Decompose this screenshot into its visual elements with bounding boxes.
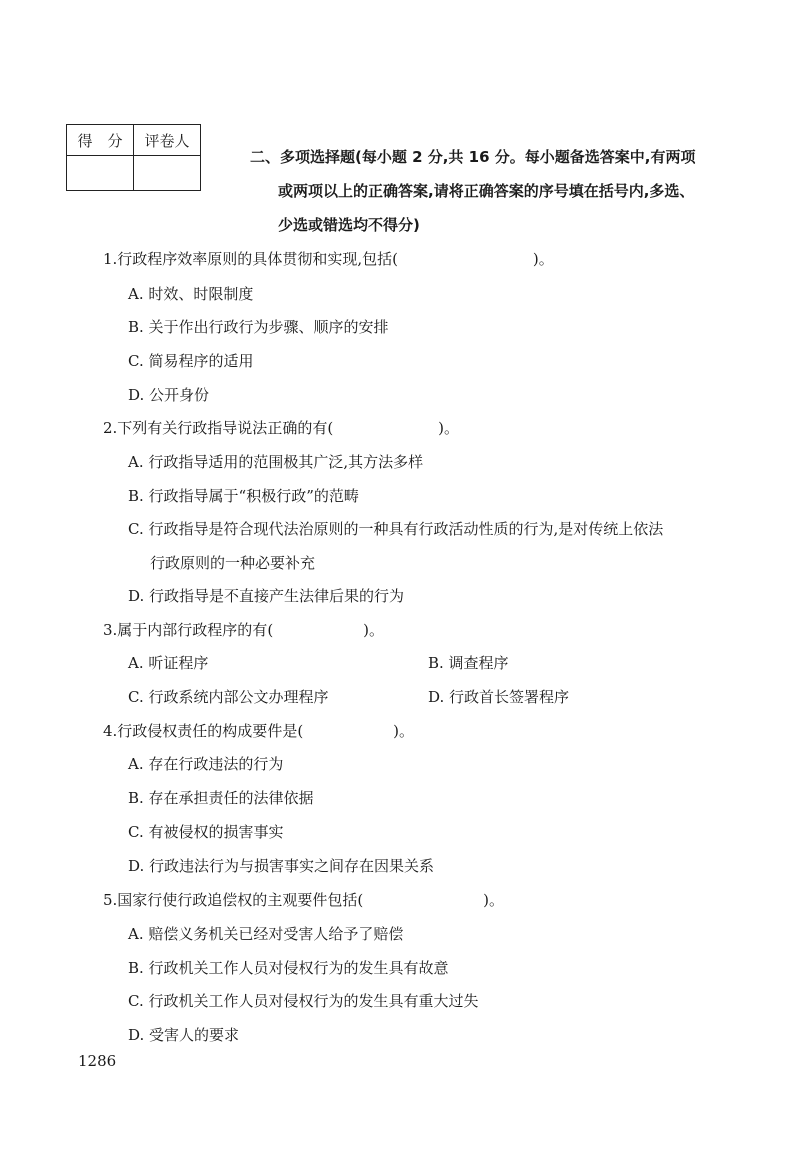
question-4-option-b: B. 存在承担责任的法律依据 [128, 789, 314, 807]
question-3-option-d: D. 行政首长签署程序 [428, 688, 570, 706]
question-4-option-c: C. 有被侵权的损害事实 [128, 823, 284, 841]
question-1-option-d: D. 公开身份 [128, 386, 210, 404]
question-2-option-c: C. 行政指导是符合现代法治原则的一种具有行政活动性质的行为,是对传统上依法 [128, 520, 664, 538]
question-1-stem: 1.行政程序效率原则的具体贯彻和实现,包括( )。 [103, 250, 554, 268]
section-title-line: 或两项以上的正确答案,请将正确答案的序号填在括号内,多选、 [278, 182, 695, 200]
question-5-stem: 5.国家行使行政追偿权的主观要件包括( )。 [103, 891, 505, 909]
question-5-option-a: A. 赔偿义务机关已经对受害人给予了赔偿 [128, 925, 404, 943]
question-5-option-d: D. 受害人的要求 [128, 1026, 240, 1044]
question-2-stem: 2.下列有关行政指导说法正确的有( )。 [103, 419, 460, 437]
grader-cell [134, 156, 201, 191]
question-3-option-a: A. 听证程序 [128, 654, 209, 672]
score-header: 得 分 [67, 125, 134, 156]
question-3-option-c: C. 行政系统内部公文办理程序 [128, 688, 329, 706]
question-4-option-d: D. 行政违法行为与损害事实之间存在因果关系 [128, 857, 435, 875]
question-3-stem: 3.属于内部行政程序的有( )。 [103, 621, 385, 639]
page-number: 1286 [78, 1052, 117, 1070]
section-title-line: 二、多项选择题(每小题 2 分,共 16 分。每小题备选答案中,有两项 [250, 148, 696, 166]
question-5-option-b: B. 行政机关工作人员对侵权行为的发生具有故意 [128, 959, 449, 977]
section-title [250, 140, 750, 242]
score-box [66, 124, 201, 191]
question-5-option-c: C. 行政机关工作人员对侵权行为的发生具有重大过失 [128, 992, 479, 1010]
question-2-option-b: B. 行政指导属于“积极行政”的范畴 [128, 487, 359, 505]
question-1-option-b: B. 关于作出行政行为步骤、顺序的安排 [128, 318, 389, 336]
question-1-option-a: A. 时效、时限制度 [128, 285, 254, 303]
score-cell [67, 156, 134, 191]
question-2-option-d: D. 行政指导是不直接产生法律后果的行为 [128, 587, 405, 605]
question-2-option-c-continued: 行政原则的一种必要补充 [150, 554, 316, 572]
question-4-stem: 4.行政侵权责任的构成要件是( )。 [103, 722, 415, 740]
question-4-option-a: A. 存在行政违法的行为 [128, 755, 284, 773]
section-title-line: 少选或错选均不得分) [278, 216, 420, 234]
question-1-option-c: C. 简易程序的适用 [128, 352, 254, 370]
grader-header: 评卷人 [134, 125, 201, 156]
question-3-option-b: B. 调查程序 [428, 654, 509, 672]
question-2-option-a: A. 行政指导适用的范围极其广泛,其方法多样 [128, 453, 424, 471]
